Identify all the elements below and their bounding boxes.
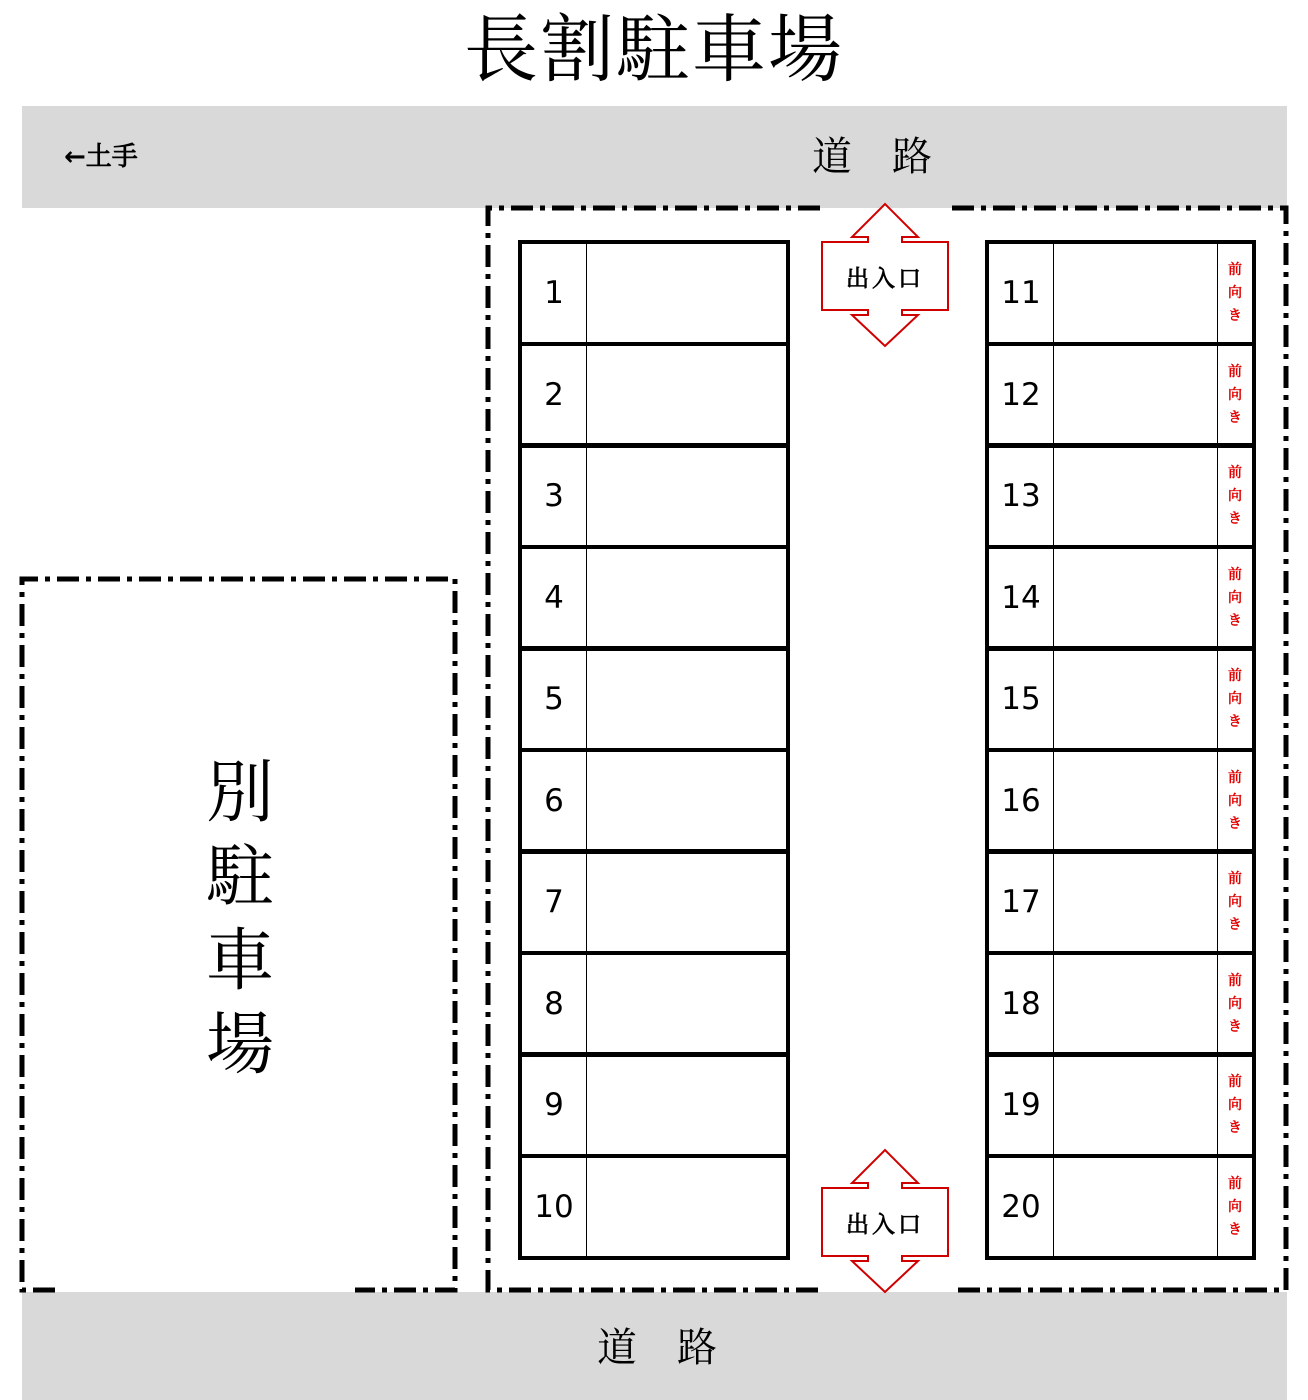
parking-stall-13[interactable]: [985, 443, 1256, 549]
entrance-exit-bottom: [820, 1148, 950, 1294]
parking-stall-7[interactable]: [518, 849, 790, 955]
stall-number: 2: [522, 346, 587, 444]
parking-stall-16[interactable]: [985, 748, 1256, 854]
road-bottom-label: 道 路: [597, 1325, 717, 1371]
map-title: 長割駐車場: [464, 7, 844, 93]
parking-stall-15[interactable]: [985, 646, 1256, 752]
stall-number: 13: [989, 447, 1054, 545]
parking-stall-18[interactable]: [985, 951, 1256, 1057]
stall-number: 18: [989, 955, 1054, 1053]
stall-number: 8: [522, 955, 587, 1053]
stall-number: 7: [522, 853, 587, 951]
annex-char: 別: [205, 754, 274, 833]
front-facing-note: 前 向 き: [1217, 853, 1252, 951]
stall-number: 20: [989, 1158, 1054, 1256]
parking-stall-14[interactable]: [985, 545, 1256, 651]
entrance-exit-top: [820, 202, 950, 348]
parking-stall-17[interactable]: [985, 849, 1256, 955]
front-facing-note: 前 向 き: [1217, 244, 1252, 342]
stall-number: 3: [522, 447, 587, 545]
parking-stall-9[interactable]: [518, 1052, 790, 1158]
stall-number: 14: [989, 549, 1054, 647]
parking-stall-5[interactable]: [518, 646, 790, 752]
parking-stall-11[interactable]: [985, 240, 1256, 346]
front-facing-note: 前 向 き: [1217, 447, 1252, 545]
gate-label: 出入口: [846, 266, 924, 292]
parking-stall-3[interactable]: [518, 443, 790, 549]
stall-number: 9: [522, 1056, 587, 1154]
road-top-label: 道 路: [812, 134, 932, 180]
parking-stall-8[interactable]: [518, 951, 790, 1057]
parking-stall-10[interactable]: [518, 1154, 790, 1260]
stall-number: 4: [522, 549, 587, 647]
front-facing-note: 前 向 き: [1217, 752, 1252, 850]
stall-number: 15: [989, 650, 1054, 748]
stall-number: 10: [522, 1158, 587, 1256]
stall-number: 5: [522, 650, 587, 748]
parking-stall-12[interactable]: [985, 342, 1256, 448]
annex-parking-label: [200, 752, 280, 1088]
front-facing-note: 前 向 き: [1217, 955, 1252, 1053]
parking-stall-20[interactable]: [985, 1154, 1256, 1260]
stall-number: 1: [522, 244, 587, 342]
embankment-direction-label: ←土手: [64, 142, 138, 172]
stall-number: 17: [989, 853, 1054, 951]
front-facing-note: 前 向 き: [1217, 1056, 1252, 1154]
annex-char: 駐: [205, 838, 274, 917]
parking-stall-1[interactable]: [518, 240, 790, 346]
annex-char: 場: [205, 1006, 274, 1085]
front-facing-note: 前 向 き: [1217, 346, 1252, 444]
parking-stall-2[interactable]: [518, 342, 790, 448]
stall-number: 19: [989, 1056, 1054, 1154]
stall-number: 12: [989, 346, 1054, 444]
stall-number: 11: [989, 244, 1054, 342]
front-facing-note: 前 向 き: [1217, 1158, 1252, 1256]
parking-stall-4[interactable]: [518, 545, 790, 651]
stall-number: 16: [989, 752, 1054, 850]
front-facing-note: 前 向 き: [1217, 549, 1252, 647]
gate-label: 出入口: [846, 1212, 924, 1238]
stall-number: 6: [522, 752, 587, 850]
front-facing-note: 前 向 き: [1217, 650, 1252, 748]
annex-char: 車: [205, 922, 274, 1001]
parking-stall-19[interactable]: [985, 1052, 1256, 1158]
parking-stall-6[interactable]: [518, 748, 790, 854]
